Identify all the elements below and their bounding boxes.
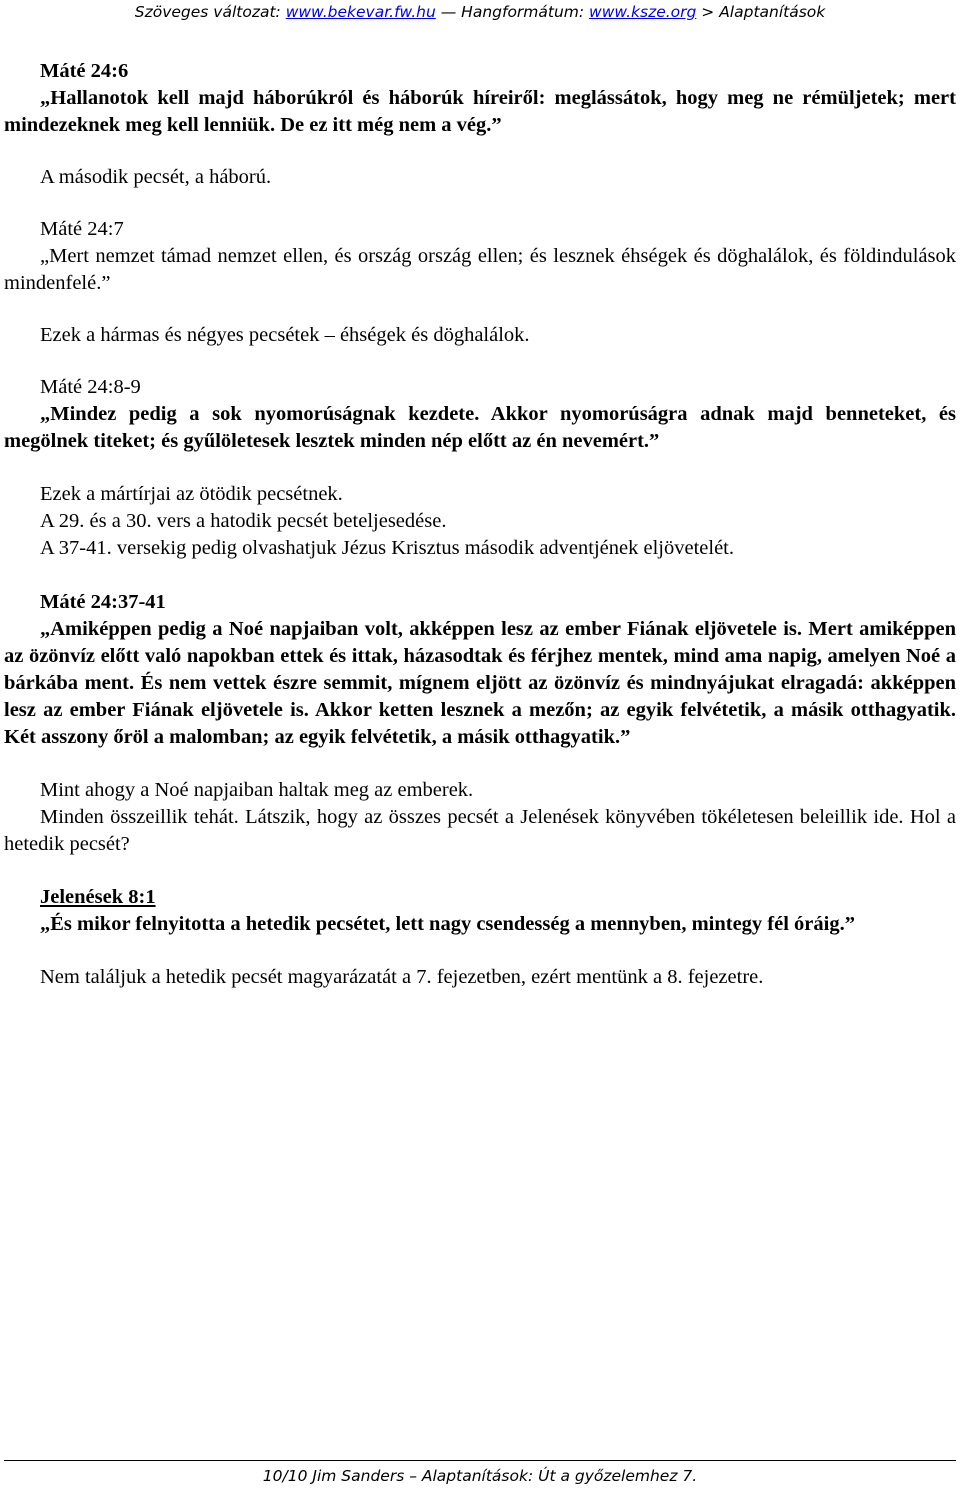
commentary-text: A 37-41. versekig pedig olvashatjuk Jézus Krisztus második adventjének eljövetelét. xyxy=(40,537,734,559)
commentary-text: A 29. és a 30. vers a hatodik pecsét beteljesedése. xyxy=(40,510,447,532)
page-header xyxy=(0,2,960,22)
ksze-link[interactable]: www.ksze.org xyxy=(589,3,697,21)
verse-quote: „Amiképpen pedig a Noé napjaiban volt, akképpen lesz az ember Fiának eljövetele is. Mert amiképpen az özönvíz előtt való napokban ettek és ittak, házasodtak és férjhez mentek, mind ama napig, amelyen Noé a bárkába ment. És nem vettek észre semmit, mígnem eljött az özönvíz és mindnyájukat elragadá: akképpen lesz az ember Fiának eljövetele is. Akkor ketten lesznek a mezőn; az egyik felvétetik, a másik otthagyatik. Két asszony őröl a malomban; az egyik felvétetik, a másik otthagyatik.” xyxy=(4,618,956,748)
commentary-text: Ezek a mártírjai az ötödik pecsétnek. xyxy=(40,483,343,505)
verse-quote: „Mert nemzet támad nemzet ellen, és ország ország ellen; és lesznek éhségek és döghalálok, és földindulások mindenfelé.” xyxy=(4,245,956,294)
footer-divider xyxy=(4,1460,956,1461)
verse-quote: „Hallanotok kell majd háborúkról és háborúk híreiről: meglássátok, hogy meg ne rémüljetek; mert mindezeknek meg kell lenniük. De ez itt még nem a vég.” xyxy=(4,87,956,136)
header-suffix: > Alaptanítások xyxy=(696,3,826,21)
page-footer: 10/10 Jim Sanders – Alaptanítások: Út a győzelemhez 7. xyxy=(262,1467,698,1485)
commentary-text: Minden összeillik tehát. Látszik, hogy az összes pecsét a Jelenések könyvében tökéletesen beleillik ide. Hol a hetedik pecsét? xyxy=(4,806,956,855)
verse-reference: Máté 24:8-9 xyxy=(40,376,141,398)
verse-quote: „Mindez pedig a sok nyomorúságnak kezdete. Akkor nyomorúságra adnak majd benneteket, és megölnek titeket; és gyűlöletesek lesztek minden nép előtt az én nevemért.” xyxy=(4,403,956,452)
verse-reference: Máté 24:6 xyxy=(40,60,129,82)
header-prefix: Szöveges változat: xyxy=(134,3,286,21)
bekevar-link[interactable]: www.bekevar.fw.hu xyxy=(285,3,436,21)
verse-reference: Máté 24:37-41 xyxy=(40,591,166,613)
verse-quote: „És mikor felnyitotta a hetedik pecsétet, lett nagy csendesség a mennyben, mintegy fél óráig.” xyxy=(40,913,855,935)
verse-reference: Máté 24:7 xyxy=(40,218,124,240)
commentary-text: A második pecsét, a háború. xyxy=(40,166,272,188)
verse-reference: Jelenések 8:1 xyxy=(40,886,156,908)
commentary-text: Ezek a hármas és négyes pecsétek – éhségek és döghalálok. xyxy=(40,324,530,346)
commentary-text: Nem találjuk a hetedik pecsét magyarázatát a 7. fejezetben, ezért mentünk a 8. fejezetre. xyxy=(40,966,764,988)
header-middle: — Hangformátum: xyxy=(435,3,590,21)
document-body xyxy=(4,58,956,991)
commentary-text: Mint ahogy a Noé napjaiban haltak meg az emberek. xyxy=(40,779,474,801)
